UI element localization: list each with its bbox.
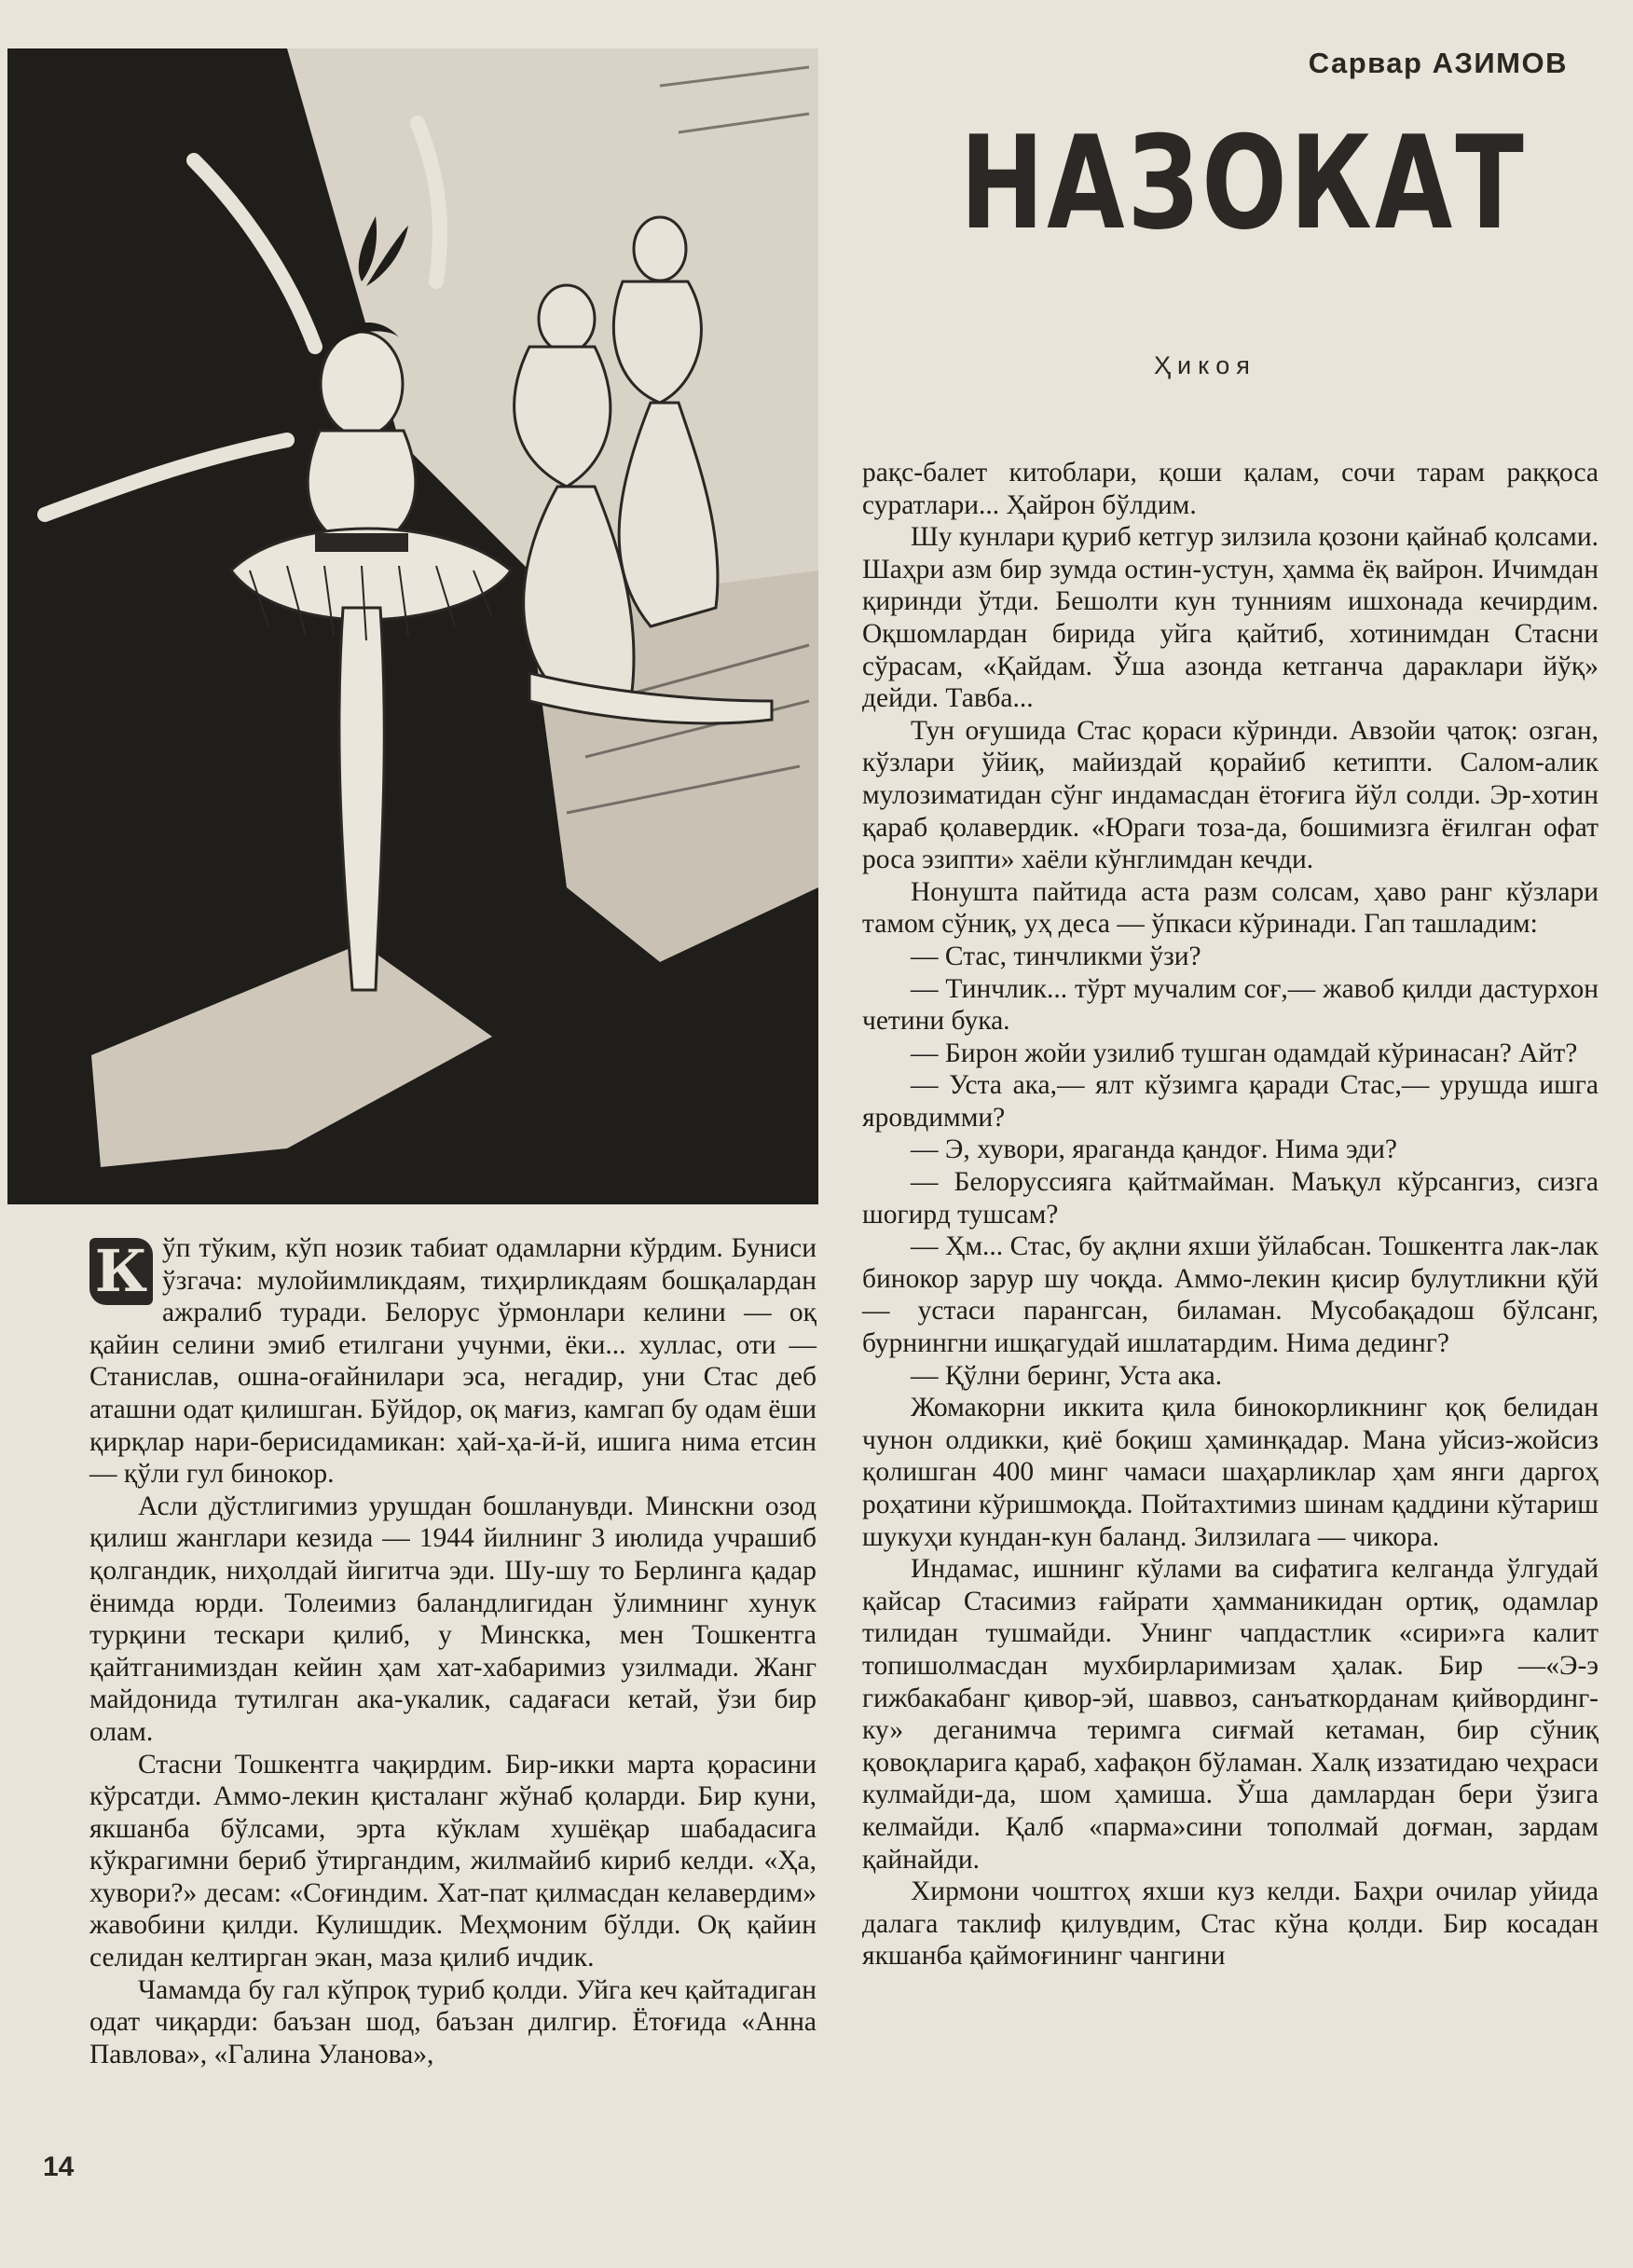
paragraph: рақс-балет китоблари, қоши қалам, сочи тарам раққоса суратлари... Ҳайрон бўлдим. bbox=[862, 458, 1599, 520]
dialogue-line: — Бирон жойи узилиб тушган одамдай кўринасан? Айт? bbox=[911, 1038, 1578, 1068]
page-number: 14 bbox=[43, 2151, 75, 2182]
ballet-dancers-illustration bbox=[7, 48, 818, 1204]
paragraph: Шу кунлари қуриб кетгур зилзила қозони қайнаб қолсами. Шаҳри азм бир зумда остин-устун, ҳамма ёқ вайрон. Ичимдан қиринди ўтди. Бешолти кун тунниям ишхонада кечирдим. Оқшомлардан бирида уйга қайтиб, хотинимдан Стасни сўрасам, «Қайдам. Ўша азонда кетганча дараклари йўқ» дейди. Тавба... bbox=[862, 522, 1599, 714]
dialogue-line: — Тинчлик... тўрт мучалим соғ,— жавоб қилди дастурхон четини бука. bbox=[862, 973, 1599, 1037]
dialogue-line: — Ҳм... Стас, бу ақлни яхши ўйлабсан. Тошкентга лак-лак бинокор зарур шу чоқда. Аммо-лекин қисир булутликни қўй — устаси парангсан, биламан. Мусобақадош бўлсанг, бурнингни ишқагудай ишлатардим. Нима дединг? bbox=[862, 1231, 1599, 1359]
paragraph bbox=[89, 1232, 816, 1491]
paragraph: Асли дўстлигимиз урушдан бошланувди. Минскни озод қилиш жанглари кезида — 1944 йилнинг 3 июлида учрашиб қолгандик, ниҳолдай йигитча эди. Шу-шу то Берлинга қадар ёнимда юрди. Толеимиз баландлигидан ўлимнинг хунук турқини тескари қилиб, у Минскка, мен Тошкентга қайтганимиздан кейин ҳам хат-хабаримиз узилмади. Жанг майдонида тутилган ака-укалик, садағаси кетай, ўзи бир олам. bbox=[89, 1491, 816, 1747]
dialogue-line: — Э, хувори, яраганда қандоғ. Нима эди? bbox=[911, 1134, 1397, 1165]
right-text-column bbox=[862, 457, 1599, 1972]
paragraph: Нонушта пайтида аста разм солсам, ҳаво ранг кўзлари тамом сўниқ, уҳ деса — ўпкаси кўринади. Гап ташладим: bbox=[862, 876, 1599, 940]
paragraph: Жомакорни иккита қила бинокорликнинг қоқ белидан чунон олдикки, қиё боқиш ҳаминқадар. Мана уйсиз-жойсиз қолишган 400 минг чамаси шаҳарликлар ҳам янги даргоҳ роҳатини кўришмоқда. Пойтахтимиз шинам қаддини кўтариш шукуҳи кундан-кун баланд. Зилзилага — чикора. bbox=[862, 1393, 1599, 1552]
paragraph: Хирмони чоштгоҳ яхши куз келди. Баҳри очилар уйида далага таклиф қилувдим, Стас кўна қолди. Бир косадан якшанба қаймоғининг чангини bbox=[862, 1876, 1599, 1972]
genre-subtitle: Ҳикоя bbox=[1154, 351, 1256, 379]
left-text-column bbox=[89, 1232, 816, 2070]
dialogue-line: — Уста ака,— ялт кўзимга қаради Стас,— урушда ишга яровдимми? bbox=[862, 1070, 1599, 1133]
paragraph: Индамас, ишнинг кўлами ва сифатига келганда ўлгудай қайсар Стасимиз ғайрати ҳамманикидан ортиқ, одамлар тилидан тушмайди. Унинг чапдастлик «сири»га калит топишолмасдан мухбирларимизам ҳалак. Бир —«Э-э гижбакабанг қивор-эй, шаввоз, санъаткорданам қийвординг-ку» деганимча теримга сиғмай кетаман, бир сўниқ қовоқларига қараб, хафақон бўламан. Халқ иззатидаю чеҳраси кулмайди-да, шом ҳамиша. Ўша дамлардан бери ўзига келмайди. Қалб «парма»сини тополмай доғман, зардам қайнайди. bbox=[862, 1554, 1599, 1875]
paragraph: Тун оғушида Стас қораси кўринди. Авзойи ҷатоқ: озган, кўзлари ўйиқ, майиздай қорайиб кетипти. Салом-алик мулозиматидан сўнг индамасдан ётоғига йўл солди. Эр-хотин қараб қолавердик. «Юраги тоза-да, бошимизга ёғилган офат роса эзипти» хаёли кўнглимдан кечди. bbox=[862, 715, 1599, 875]
paragraph-text: ўп тўким, кўп нозик табиат одамларни кўрдим. Буниси ўзгача: мулойимликдаям, тиҳирликдаям бошқалардан ажралиб туради. Белорус ўрмонлари келини — оқ қайин селини эмиб етилгани учунми, ёки... хуллас, оти — Станислав, ошна-оғайнилари эса, негадир, уни Стас деб аташни одат қилишган. Бўйдор, оқ мағиз, камгап бу одам ёши қирқлар нари-берисидамикан: ҳай-ҳа-й-й, ишига нима етсин — қўли гул бинокор. bbox=[89, 1233, 816, 1490]
ballet-illustration-svg bbox=[7, 48, 818, 1204]
story-title: НАЗОКАТ bbox=[960, 108, 1527, 258]
author-name: Сарвар АЗИМОВ bbox=[1308, 47, 1568, 79]
dialogue-line: — Стас, тинчликми ўзи? bbox=[911, 941, 1201, 971]
paragraph: Стасни Тошкентга чақирдим. Бир-икки марта қорасини кўрсатди. Аммо-лекин қисталанг жўнаб қоларди. Бир куни, якшанба бўлсами, эрта кўклам хушёқар шабадасига кўкрагимни бериб ўтиргандим, жилмайиб кириб келди. «Ҳа, хувори?» десам: «Соғиндим. Хат-пат қилмасдан келавердим» жавобини қилди. Кулишдик. Меҳмоним бўлди. Оқ қайин селидан келтирган экан, маза қилиб ичдик. bbox=[89, 1749, 816, 1973]
drop-cap: К bbox=[89, 1238, 153, 1305]
dialogue-line: — Қўлни беринг, Уста ака. bbox=[911, 1360, 1223, 1391]
paragraph: Чамамда бу гал кўпроқ туриб қолди. Уйга кеч қайтадиган одат чиқарди: баъзан шод, баъзан дилгир. Ётоғида «Анна Павлова», «Галина Уланова», bbox=[89, 1974, 816, 2069]
dialogue-line: — Белоруссияга қайтмайман. Маъқул кўрсангиз, сизга шогирд тушсам? bbox=[862, 1167, 1599, 1230]
